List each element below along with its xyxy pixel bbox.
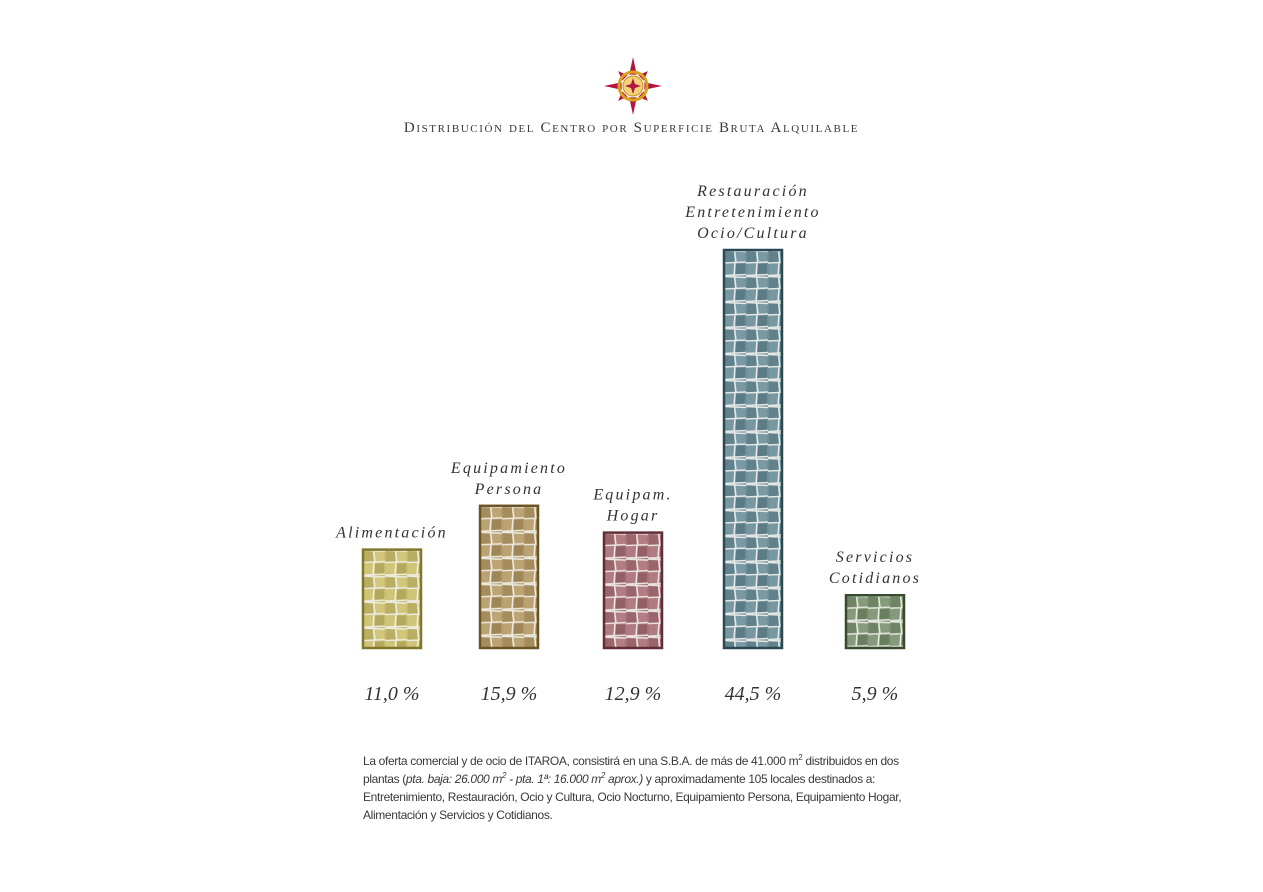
value-label-4: 5,9 %: [851, 683, 899, 705]
category-label-1: Equipamiento Persona: [450, 459, 568, 498]
value-label-3: 44,5 %: [724, 683, 782, 705]
description-text: [363, 752, 908, 824]
value-label-2: 12,9 %: [604, 683, 662, 705]
value-label-0: 11,0 %: [364, 683, 420, 705]
bar-2: [604, 533, 662, 648]
category-label-2: Equipam. Hogar: [593, 486, 673, 525]
description-line-4: Alimentación y Servicios y Cotidianos.: [363, 808, 553, 822]
description-line-2: plantas (pta. baja: 26.000 $m^2$ - pta. 1ª: 16.000 $m^2$ aprox.) y aproximadamente 105 locales destinados a:: [363, 771, 876, 786]
description-line-1: La oferta comercial y de ocio de ITAROA, consistirá en una S.B.A. de más de 41.000 $m^2$ distribuidos en dos: [363, 753, 899, 768]
value-label-1: 15,9 %: [480, 683, 538, 705]
bar-4: [846, 595, 904, 648]
bar-0: [363, 550, 421, 648]
description-line-3: Entretenimiento, Restauración, Ocio y Cultura, Ocio Nocturno, Equipamiento Persona, Equipamiento Hogar,: [363, 790, 902, 804]
category-label-0: Alimentación: [336, 524, 448, 542]
bar-3: [724, 250, 782, 648]
chart-title: Distribución del Centro por Superficie Bruta Alquilable: [403, 120, 860, 136]
bar-1: [480, 506, 538, 648]
category-label-3: Restauración Entretenimiento Ocio/Cultura: [685, 183, 821, 242]
category-label-4: Servicios Cotidianos: [828, 549, 922, 588]
